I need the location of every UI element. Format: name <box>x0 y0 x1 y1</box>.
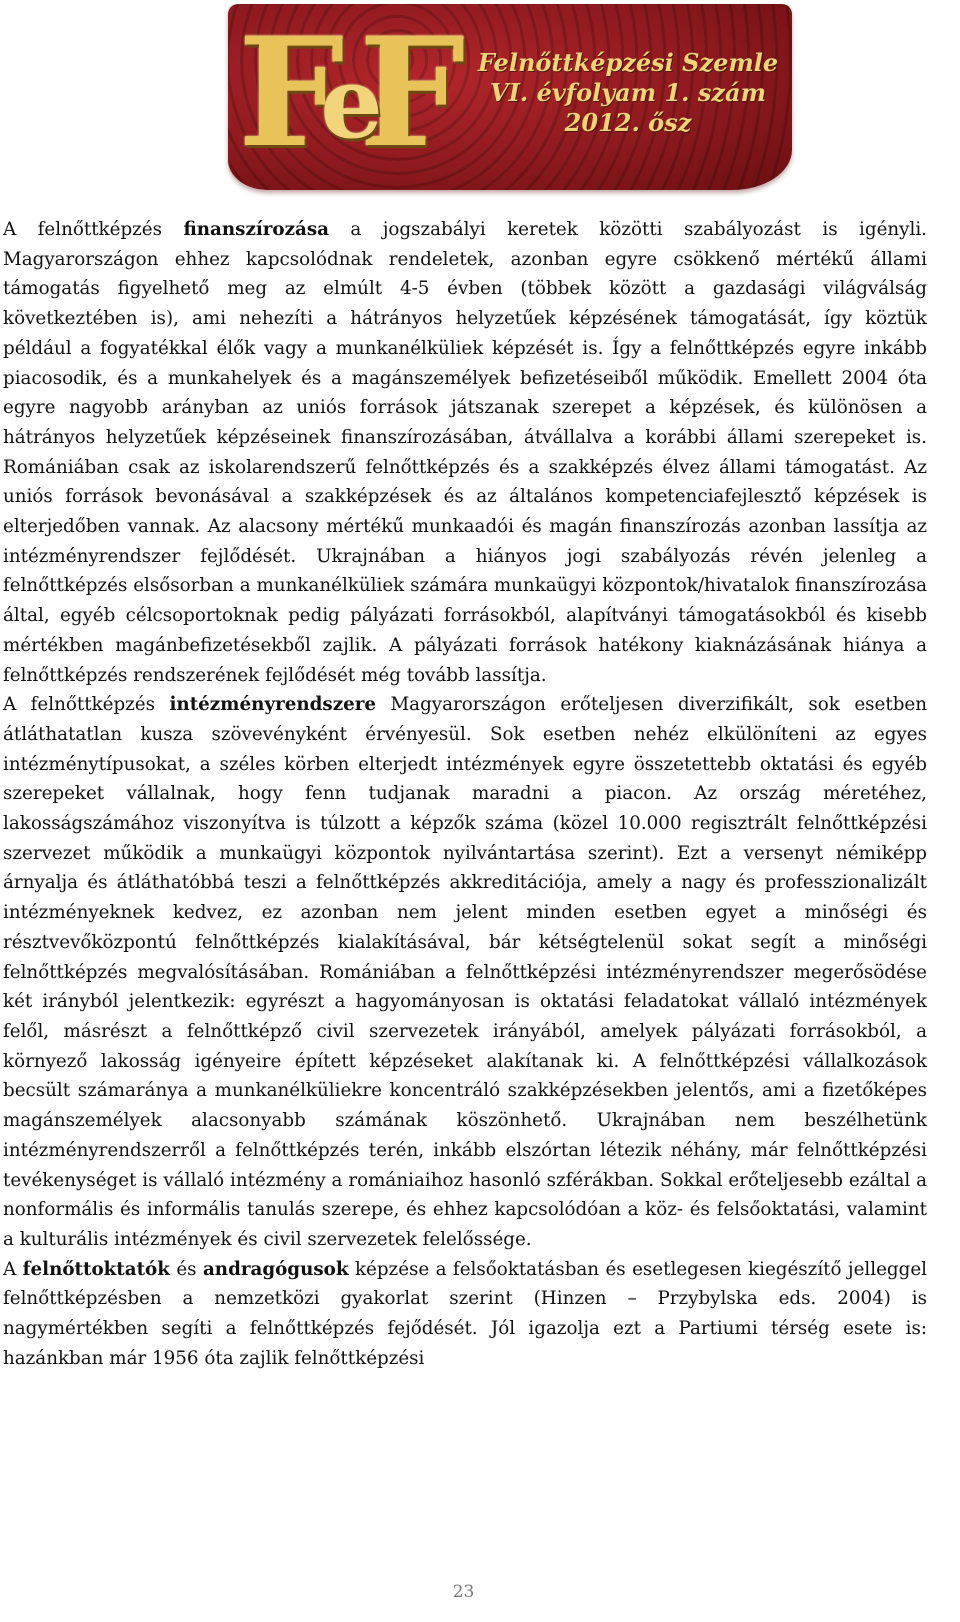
text-run: A felnőttképzés <box>3 694 170 716</box>
logo-letter-e: e <box>320 46 359 161</box>
text-run: A felnőttképzés <box>3 219 184 240</box>
text-run: a jogszabályi keretek közötti szabályozást is igényli. Magyarországon ehhez kapcsolódnak rendeletek, azonban egyre csökkenő mértékű állami támogatás figyelhető meg az elmúlt 4-5 évben (többek között a gazdasági világválság következtében is), ami nehezíti a hátrányos helyzetűek képzésének támogatását, így köztük például a fogyatékkal élők vagy a munkanélküliek képzését is. Így a felnőttképzés egyre inkább piacosodik, és a munkahelyek és a magánszemélyek befizetéseiből működik. Emellett 2004 óta egyre nagyobb arányban az uniós források játszanak szerepet a képzések, és különösen a hátrányos helyzetűek képzéseinek finanszírozásában, átvállalva a korábbi állami szerepeket is. Romániában csak az iskolarendszerű felnőttképzés és a szakképzés élvez állami támogatást. Az uniós források bevonásával a szakképzések és az általános kompetenciafejlesztő képzések is elterjedőben vannak. Az alacsony mértékű munkaadói és magán finanszírozás azonban lassítja az intézményrendszer fejlődését. Ukrajnában a hiányos jogi szabályozás révén jelenleg a felnőttképzés elsősorban a munkanélküliek számára munkaügyi központok/hivatalok finanszírozása által, egyéb célcsoportoknak pedig pályázati forrásokból, alapítványi támogatásokból és kisebb mértékben magánbefizetésekből zajlik. A pályázati források hatékony kiaknázásának hiánya a felnőttképzés rendszerének fejlődését még tovább lassítja. <box>3 219 927 686</box>
logo-letter-f2: F <box>358 5 442 181</box>
journal-masthead <box>468 48 788 138</box>
paragraph-financing <box>3 215 927 690</box>
bold-term: felnőttoktatók <box>22 1258 170 1280</box>
journal-title: Felnőttképzési Szemle <box>477 48 779 77</box>
bold-term: finanszírozása <box>183 219 329 240</box>
article-body <box>3 215 927 1373</box>
fef-logo <box>238 5 442 187</box>
text-run: Magyarországon erőteljesen diverzifikált, sok esetben átláthatatlan kusza szövevényként érvényesül. Sok esetben nehéz elkülöníteni az egyes intézménytípusokat, a széles körben elterjedt intézmények egyre összetettebb oktatási és egyéb szerepeket vállalnak, hogy fenn tudjanak maradni a piacon. Az ország méretéhez, lakosságszámához viszonyítva is túlzott a képzők száma (közel 10.000 regisztrált felnőttképzési szervezet működik a munkaügyi központok nyilvántartása szerint). Ezt a versenyt némiképp árnyalja és átláthatóbbá teszi a felnőttképzés akkreditációja, amely a nagy és professzionalizált intézményeknek kedvez, ez azonban nem jelent minden esetben egyet a minőségi és résztvevőközpontú felnőttképzés kialakításával, bár kétségtelenül sokat segít a minőségi felnőttképzés megvalósításában. Romániában a felnőttképzési intézményrendszer megerősödése két irányból jelentkezik: egyrészt a hagyományosan is oktatási feladatokat vállaló intézmények felől, másrészt a felnőttképző civil szervezetek irányából, amelyek pályázati forrásokból, a környező lakosság igényeire épített képzéseket alakítanak ki. A felnőttképzési vállalkozások becsült számaránya a munkanélküliekre koncentráló szakképzésekben jelentős, ami a fizetőképes magánszemélyek alacsonyabb számának köszönhető. Ukrajnában nem beszélhetünk intézményrendszerről a felnőttképzés terén, inkább elszórtan létezik néhány, már felnőttképzési tevékenységet is vállaló intézmény a romániaihoz hasonló szférákban. Sokkal erőteljesebb ezáltal a nonformális és informális tanulás szerepe, és ehhez kapcsolódóan a köz- és felsőoktatási, valamint a kulturális intézmények és civil szervezetek felelőssége. <box>3 694 927 1250</box>
text-run: A <box>3 1258 23 1280</box>
journal-volume: VI. évfolyam 1. szám <box>490 78 766 107</box>
paragraph-institutions <box>3 690 927 1254</box>
header-banner <box>228 4 792 190</box>
bold-term: intézményrendszere <box>169 694 376 716</box>
logo-letter-f1: F <box>238 5 321 181</box>
bold-term: andragógusok <box>202 1258 349 1280</box>
journal-date: 2012. ősz <box>564 108 692 137</box>
text-run: és <box>169 1258 203 1280</box>
paragraph-educators <box>3 1255 927 1374</box>
page-number: 23 <box>452 1582 475 1602</box>
text-run: képzése a felsőoktatásban és esetlegesen kiegészítő jelleggel felnőttképzésben a nemzetközi gyakorlat szerint (Hinzen – Przybylska eds. 2004) is nagymértékben segíti a felnőttképzés fejődését. Jól igazolja ezt a Partiumi térség esete is: hazánkban már 1956 óta zajlik felnőttképzési <box>3 1258 927 1369</box>
journal-header <box>228 0 792 196</box>
